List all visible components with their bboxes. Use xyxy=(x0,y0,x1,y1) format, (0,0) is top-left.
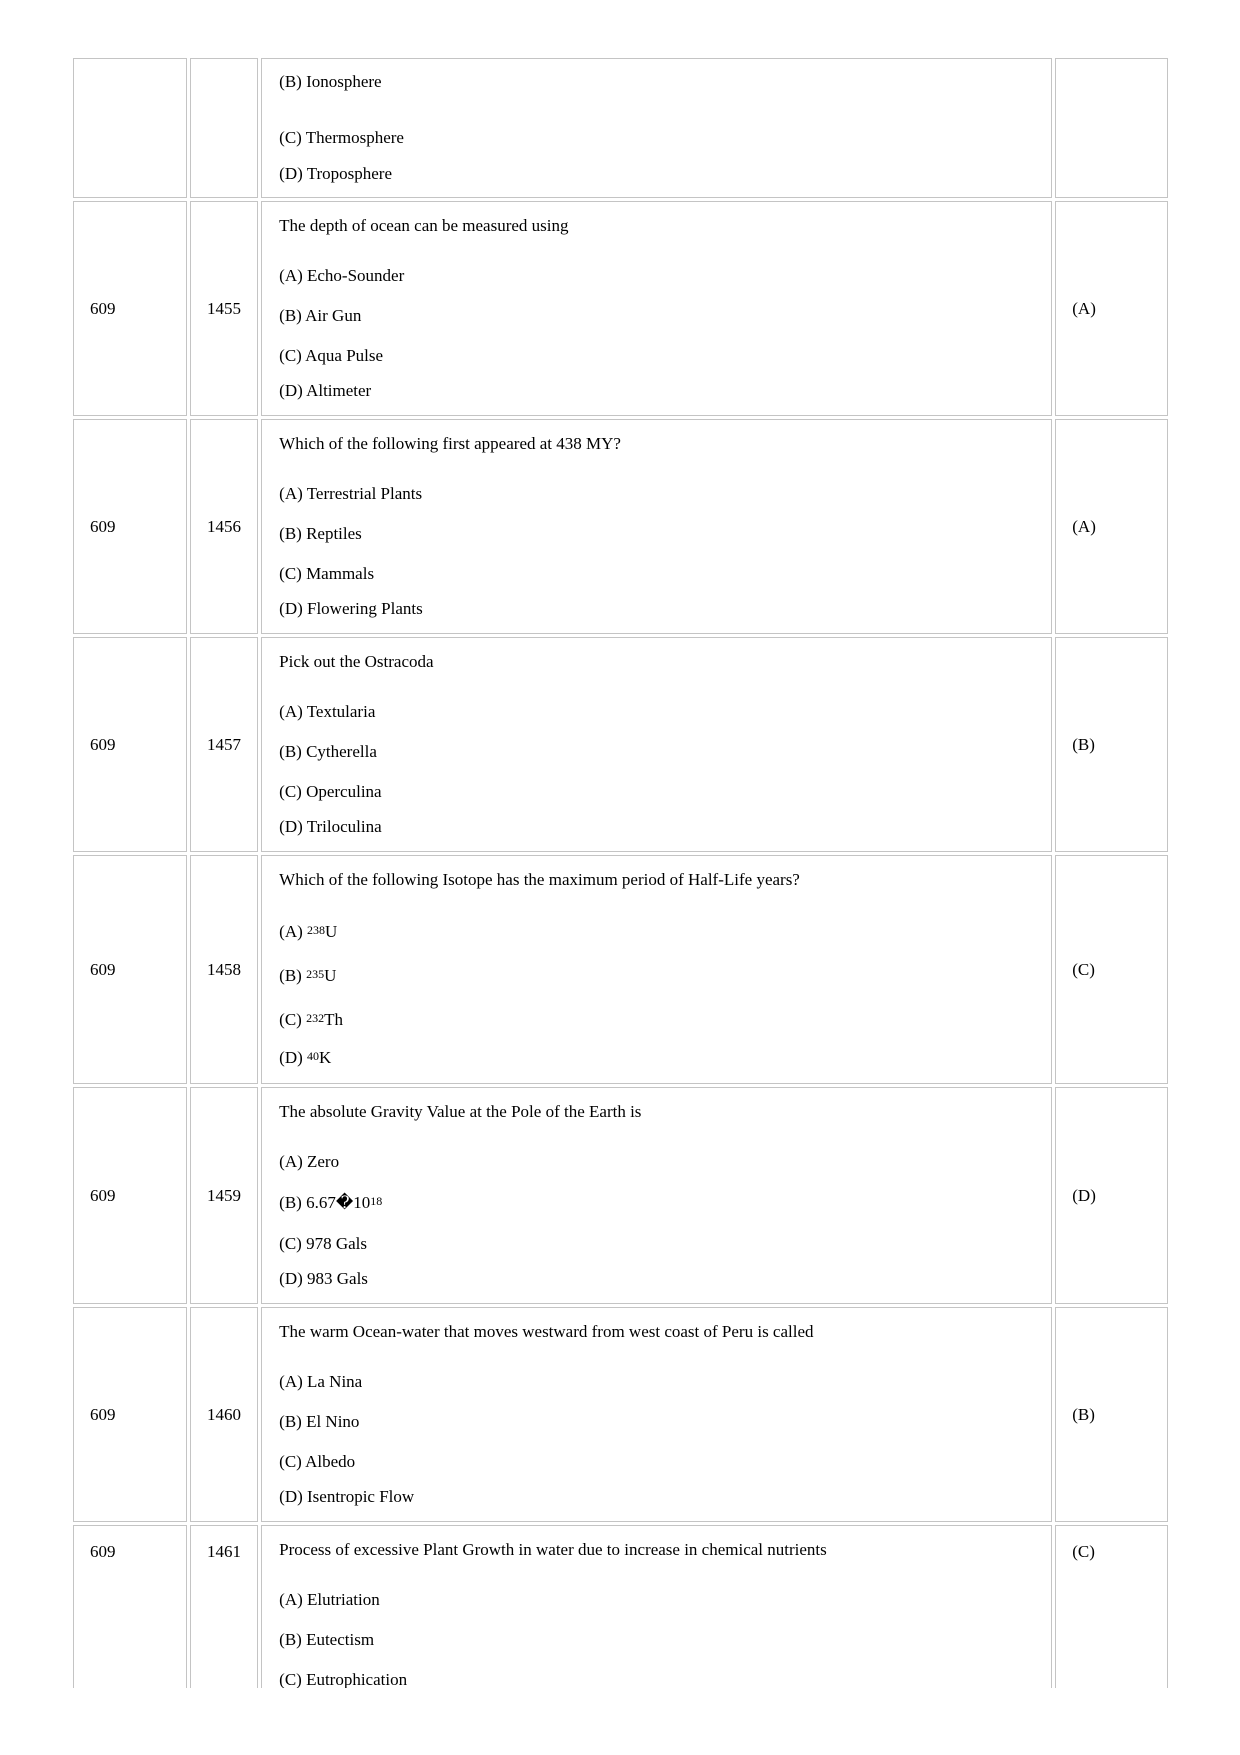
option-text: (A) Terrestrial Plants xyxy=(279,484,423,503)
question-text: Which of the following Isotope has the maximum period of Half-Life years? xyxy=(279,870,800,889)
answer-cell: (B) xyxy=(1055,1307,1168,1522)
table-row xyxy=(73,58,1168,198)
option-line xyxy=(279,64,1051,100)
option-label: (B) xyxy=(279,966,307,985)
question-id-cell: 1458 xyxy=(190,855,258,1084)
table-row xyxy=(73,637,1168,852)
option-text: (B) Air Gun xyxy=(279,306,362,325)
option-line xyxy=(279,514,1051,554)
option-line: (C) $^{232}$ Th xyxy=(279,1010,343,1029)
option-line xyxy=(279,1142,1051,1182)
option-text: (C) Mammals xyxy=(279,564,375,583)
question-table xyxy=(73,58,1168,1688)
option-text: (B) Eutectism xyxy=(279,1630,375,1649)
option-text: (D) Triloculina xyxy=(279,817,382,836)
question-cell xyxy=(261,419,1052,634)
option-text: (D) Flowering Plants xyxy=(279,599,423,618)
question-id-cell: 1455 xyxy=(190,201,258,416)
option-label: (D) xyxy=(279,1048,308,1067)
question-cell xyxy=(261,855,1052,1084)
option-text: (D) Isentropic Flow xyxy=(279,1487,415,1506)
option-text: (C) Operculina xyxy=(279,782,382,801)
option-line xyxy=(279,1362,1051,1402)
isotope-symbol: U xyxy=(325,922,338,941)
option-line xyxy=(279,474,1051,514)
option-line: (D) $^{40}$ K xyxy=(279,1048,332,1067)
isotope-symbol: Th xyxy=(324,1010,343,1029)
option-label: (A) xyxy=(279,922,308,941)
option-text: (A) Elutriation xyxy=(279,1590,380,1609)
option-line xyxy=(279,156,1051,192)
option-text: (D) 983 Gals xyxy=(279,1269,368,1288)
option-line xyxy=(279,1442,1051,1482)
question-cell xyxy=(261,1087,1052,1304)
table-row xyxy=(73,1307,1168,1522)
option-line xyxy=(279,1224,1051,1264)
answer-cell: (A) xyxy=(1055,201,1168,416)
option-line xyxy=(279,812,1051,842)
option-text: (B) Ionosphere xyxy=(279,72,382,91)
subject-code-cell: 609 xyxy=(73,1525,187,1688)
table-row xyxy=(73,201,1168,416)
answer-cell: (D) xyxy=(1055,1087,1168,1304)
subject-code-cell xyxy=(73,58,187,198)
option-line xyxy=(279,692,1051,732)
question-text: Which of the following first appeared at 438 MY? xyxy=(279,434,621,453)
question-text: The absolute Gravity Value at the Pole of the Earth is xyxy=(279,1102,642,1121)
option-text: (C) 978 Gals xyxy=(279,1234,367,1253)
subject-code-cell: 609 xyxy=(73,1307,187,1522)
question-cell xyxy=(261,58,1052,198)
isotope-symbol: K xyxy=(319,1048,332,1067)
option-line xyxy=(279,1264,1051,1294)
option-text: (D) Altimeter xyxy=(279,381,372,400)
question-text: The warm Ocean-water that moves westward from west coast of Peru is called xyxy=(279,1322,814,1341)
option-text: (B) El Nino xyxy=(279,1412,360,1431)
answer-cell: (B) xyxy=(1055,637,1168,852)
subject-code-cell: 609 xyxy=(73,637,187,852)
option-line: (B) 6.67�10 $^{18}$ xyxy=(279,1193,383,1212)
option-line xyxy=(279,1660,1051,1688)
isotope-symbol: U xyxy=(324,966,337,985)
option-text: (D) Troposphere xyxy=(279,164,393,183)
option-text: (A) Echo-Sounder xyxy=(279,266,405,285)
option-text: (B) Cytherella xyxy=(279,742,377,761)
document-page xyxy=(73,58,1168,1688)
question-text: Pick out the Ostracoda xyxy=(279,652,434,671)
answer-cell: (C) xyxy=(1055,855,1168,1084)
option-text: (C) Eutrophication xyxy=(279,1670,408,1688)
option-line xyxy=(279,1620,1051,1660)
question-id-cell: 1456 xyxy=(190,419,258,634)
question-text: Process of excessive Plant Growth in water due to increase in chemical nutrients xyxy=(279,1540,827,1559)
question-id-cell xyxy=(190,58,258,198)
question-cell xyxy=(261,1307,1052,1522)
option-line xyxy=(279,554,1051,594)
option-text: (C) Aqua Pulse xyxy=(279,346,384,365)
question-cell xyxy=(261,201,1052,416)
table-row xyxy=(73,855,1168,1084)
question-cell xyxy=(261,1525,1052,1688)
option-text: (A) Textularia xyxy=(279,702,376,721)
option-line xyxy=(279,1482,1051,1512)
answer-cell: (C) xyxy=(1055,1525,1168,1688)
option-line xyxy=(279,1402,1051,1442)
option-line xyxy=(279,772,1051,812)
table-row xyxy=(73,1087,1168,1304)
option-line xyxy=(279,1580,1051,1620)
question-cell xyxy=(261,637,1052,852)
option-line xyxy=(279,256,1051,296)
option-text: (C) Thermosphere xyxy=(279,128,404,147)
option-line xyxy=(279,594,1051,624)
subject-code-cell: 609 xyxy=(73,1087,187,1304)
option-line xyxy=(279,296,1051,336)
table-row xyxy=(73,1525,1168,1688)
option-label: (B) 6.67�10 xyxy=(279,1193,371,1212)
option-line xyxy=(279,732,1051,772)
option-line: (A) $^{238}$ U xyxy=(279,922,338,941)
answer-cell xyxy=(1055,58,1168,198)
option-line xyxy=(279,336,1051,376)
question-id-cell: 1457 xyxy=(190,637,258,852)
option-text: (A) La Nina xyxy=(279,1372,363,1391)
question-id-cell: 1459 xyxy=(190,1087,258,1304)
option-line xyxy=(279,376,1051,406)
question-id-cell: 1460 xyxy=(190,1307,258,1522)
question-table-body xyxy=(73,58,1168,1688)
question-text: The depth of ocean can be measured using xyxy=(279,216,569,235)
subject-code-cell: 609 xyxy=(73,855,187,1084)
question-id-cell: 1461 xyxy=(190,1525,258,1688)
subject-code-cell: 609 xyxy=(73,419,187,634)
option-text: (C) Albedo xyxy=(279,1452,356,1471)
option-text: (A) Zero xyxy=(279,1152,340,1171)
option-label: (C) xyxy=(279,1010,307,1029)
table-row xyxy=(73,419,1168,634)
option-line xyxy=(279,120,1051,156)
subject-code-cell: 609 xyxy=(73,201,187,416)
option-line: (B) $^{235}$ U xyxy=(279,966,337,985)
option-text: (B) Reptiles xyxy=(279,524,362,543)
answer-cell: (A) xyxy=(1055,419,1168,634)
